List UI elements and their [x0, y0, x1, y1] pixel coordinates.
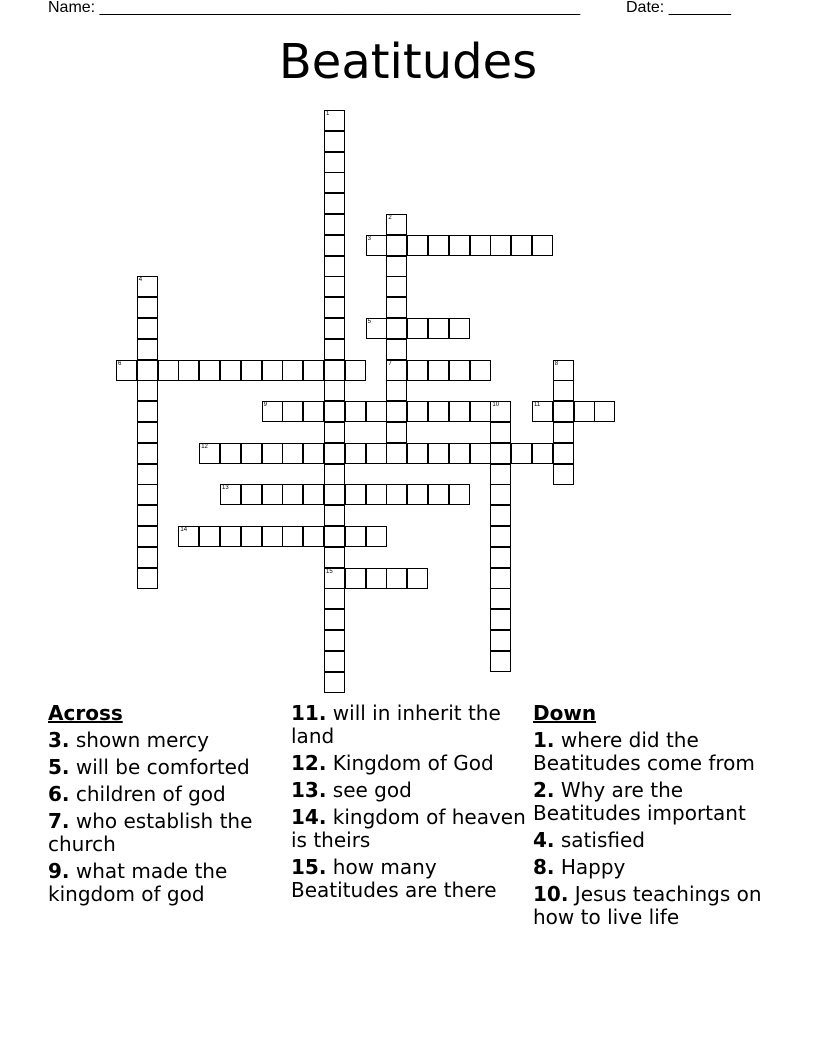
crossword-cell[interactable]: [324, 484, 345, 505]
crossword-cell[interactable]: [262, 526, 283, 547]
clue-across-11: [291, 702, 529, 748]
crossword-cell[interactable]: [386, 568, 407, 589]
crossword-cell[interactable]: [490, 547, 511, 568]
clue-number: 7.: [48, 809, 70, 833]
crossword-cell[interactable]: [303, 443, 324, 464]
crossword-cell[interactable]: [137, 526, 158, 547]
crossword-cell[interactable]: [137, 380, 158, 401]
crossword-cell[interactable]: [324, 609, 345, 630]
crossword-cell[interactable]: [158, 360, 179, 381]
crossword-cell[interactable]: [490, 401, 511, 422]
clue-text: Kingdom of God: [332, 751, 494, 775]
crossword-cell[interactable]: [324, 297, 345, 318]
clue-across-6: [48, 783, 288, 806]
crossword-cell[interactable]: [449, 360, 470, 381]
clue-across-15: [291, 856, 529, 902]
clue-number: 6.: [48, 782, 70, 806]
crossword-cell[interactable]: [345, 443, 366, 464]
clue-number: 2.: [533, 778, 555, 802]
crossword-cell[interactable]: [137, 443, 158, 464]
crossword-cell[interactable]: [407, 568, 428, 589]
crossword-cell[interactable]: [386, 360, 407, 381]
crossword-cell[interactable]: [220, 360, 241, 381]
clue-across-9: [48, 860, 288, 906]
clue-text: who establish the church: [48, 809, 253, 856]
crossword-cell[interactable]: [490, 609, 511, 630]
clue-number: 9.: [48, 859, 70, 883]
crossword-cell[interactable]: [366, 443, 387, 464]
crossword-cell[interactable]: [241, 484, 262, 505]
crossword-cell[interactable]: [366, 318, 387, 339]
cell-number: 9: [263, 402, 267, 409]
cell-number: 5: [367, 319, 371, 325]
crossword-cell[interactable]: [428, 360, 449, 381]
crossword-cell[interactable]: [137, 297, 158, 318]
crossword-cell[interactable]: [137, 464, 158, 485]
clue-across-12: [291, 752, 529, 775]
crossword-cell[interactable]: [282, 360, 303, 381]
crossword-cell[interactable]: [532, 401, 553, 422]
crossword-cell[interactable]: [428, 318, 449, 339]
crossword-cell[interactable]: [303, 360, 324, 381]
crossword-cell[interactable]: [324, 276, 345, 297]
cell-number: 11: [534, 402, 541, 409]
crossword-cell[interactable]: [345, 484, 366, 505]
clue-down-10: [533, 883, 773, 929]
across-column: [48, 702, 288, 910]
crossword-cell[interactable]: [282, 443, 303, 464]
crossword-cell[interactable]: [241, 526, 262, 547]
crossword-cell[interactable]: [407, 360, 428, 381]
crossword-cell[interactable]: [324, 110, 345, 131]
crossword-cell[interactable]: [386, 318, 407, 339]
down-heading: Down: [533, 701, 597, 725]
crossword-cell[interactable]: [220, 526, 241, 547]
crossword-cell[interactable]: [303, 401, 324, 422]
crossword-cell[interactable]: [241, 360, 262, 381]
crossword-cell[interactable]: [532, 443, 553, 464]
clue-down-8: [533, 856, 773, 879]
crossword-cell[interactable]: [324, 360, 345, 381]
crossword-cell[interactable]: [428, 484, 449, 505]
clue-down-4: [533, 829, 773, 852]
name-field-label: Name: ______________________________________________________: [48, 0, 581, 16]
cell-number: 14: [180, 527, 188, 533]
crossword-cell[interactable]: [324, 464, 345, 485]
crossword-cell[interactable]: [303, 526, 324, 547]
crossword-cell[interactable]: [553, 360, 574, 381]
cell-number: 6: [118, 360, 122, 367]
crossword-cell[interactable]: [386, 214, 407, 235]
crossword-cell[interactable]: [490, 526, 511, 547]
clue-text: what made the kingdom of god: [48, 859, 228, 906]
crossword-cell[interactable]: [137, 568, 158, 589]
cell-number: 4: [138, 277, 143, 284]
crossword-cell[interactable]: [594, 401, 615, 422]
cell-number: 1: [326, 111, 330, 117]
crossword-cell[interactable]: [324, 568, 345, 589]
clue-down-2: [533, 779, 773, 825]
crossword-cell[interactable]: [470, 360, 491, 381]
crossword-cell[interactable]: [324, 339, 345, 360]
clue-number: 12.: [291, 751, 327, 775]
crossword-cell[interactable]: [324, 235, 345, 256]
clue-text: where did the Beatitudes come from: [533, 728, 755, 775]
crossword-cell[interactable]: [137, 360, 158, 381]
crossword-cell[interactable]: [220, 484, 241, 505]
crossword-cell[interactable]: [282, 401, 303, 422]
clue-text: how many Beatitudes are there: [291, 855, 497, 902]
clue-text: Happy: [560, 855, 626, 879]
clue-across-7: [48, 810, 288, 856]
clue-number: 14.: [291, 805, 327, 829]
clue-across-14: [291, 806, 529, 852]
clue-across-13: [291, 779, 529, 802]
clue-text: Why are the Beatitudes important: [533, 778, 746, 825]
crossword-cell[interactable]: [386, 380, 407, 401]
crossword-cell[interactable]: [532, 235, 553, 256]
clue-across-3: [48, 729, 288, 752]
crossword-cell[interactable]: [262, 401, 283, 422]
crossword-cell[interactable]: [490, 651, 511, 672]
crossword-cell[interactable]: [449, 401, 470, 422]
clue-number: 3.: [48, 728, 70, 752]
cell-number: 10: [492, 402, 500, 409]
crossword-cell[interactable]: [282, 484, 303, 505]
crossword-cell[interactable]: [241, 443, 262, 464]
crossword-cell[interactable]: [345, 526, 366, 547]
crossword-cell[interactable]: [324, 401, 345, 422]
crossword-cell[interactable]: [407, 318, 428, 339]
crossword-cell[interactable]: [116, 360, 137, 381]
crossword-cell[interactable]: [490, 464, 511, 485]
clue-text: see god: [332, 778, 412, 802]
cell-number: 12: [201, 443, 208, 450]
crossword-cell[interactable]: [324, 443, 345, 464]
crossword-cell[interactable]: [324, 193, 345, 214]
crossword-cell[interactable]: [324, 547, 345, 568]
crossword-cell[interactable]: [366, 526, 387, 547]
crossword-cell[interactable]: [449, 318, 470, 339]
clue-text: Jesus teachings on how to live life: [533, 882, 762, 929]
cell-number: 15: [326, 568, 333, 575]
crossword-cell[interactable]: [386, 276, 407, 297]
crossword-cell[interactable]: [137, 547, 158, 568]
crossword-cell[interactable]: [511, 443, 532, 464]
crossword-cell[interactable]: [282, 526, 303, 547]
crossword-cell[interactable]: [470, 235, 491, 256]
crossword-cell[interactable]: [553, 380, 574, 401]
clue-text: kingdom of heaven is theirs: [291, 805, 526, 852]
crossword-cell[interactable]: [386, 422, 407, 443]
crossword-cell[interactable]: [407, 235, 428, 256]
clue-number: 15.: [291, 855, 327, 879]
clue-number: 5.: [48, 755, 70, 779]
clue-text: children of god: [75, 782, 226, 806]
clue-number: 4.: [533, 828, 555, 852]
crossword-cell[interactable]: [199, 526, 220, 547]
crossword-cell[interactable]: [490, 588, 511, 609]
crossword-cell[interactable]: [470, 443, 491, 464]
date-field-label: Date: _______: [626, 0, 731, 16]
crossword-cell[interactable]: [324, 505, 345, 526]
crossword-cell[interactable]: [345, 360, 366, 381]
across-column-continued: [291, 702, 529, 906]
crossword-cell[interactable]: [137, 505, 158, 526]
cell-number: 13: [222, 485, 229, 492]
crossword-cell[interactable]: [386, 235, 407, 256]
crossword-cell[interactable]: [386, 443, 407, 464]
clue-number: 1.: [533, 728, 555, 752]
cell-number: 2: [388, 215, 392, 221]
crossword-cell[interactable]: [490, 443, 511, 464]
crossword-cell[interactable]: [199, 360, 220, 381]
crossword-cell[interactable]: [137, 318, 158, 339]
crossword-cell[interactable]: [407, 443, 428, 464]
crossword-cell[interactable]: [553, 464, 574, 485]
crossword-cell[interactable]: [262, 443, 283, 464]
crossword-cell[interactable]: [490, 568, 511, 589]
crossword-cell[interactable]: [553, 401, 574, 422]
clue-down-1: [533, 729, 773, 775]
crossword-cell[interactable]: [324, 526, 345, 547]
crossword-cell[interactable]: [449, 235, 470, 256]
crossword-cell[interactable]: [490, 484, 511, 505]
crossword-cell[interactable]: [262, 484, 283, 505]
crossword-cell[interactable]: [303, 484, 324, 505]
crossword-cell[interactable]: [366, 484, 387, 505]
crossword-cell[interactable]: [178, 526, 199, 547]
crossword-cell[interactable]: [449, 484, 470, 505]
crossword-cell[interactable]: [324, 214, 345, 235]
crossword-cell[interactable]: [324, 318, 345, 339]
crossword-cell[interactable]: [386, 297, 407, 318]
crossword-cell[interactable]: [137, 401, 158, 422]
crossword-cell[interactable]: [490, 505, 511, 526]
crossword-cell[interactable]: [324, 422, 345, 443]
crossword-cell[interactable]: [511, 235, 532, 256]
crossword-cell[interactable]: [345, 401, 366, 422]
crossword-cell[interactable]: [324, 172, 345, 193]
crossword-cell[interactable]: [137, 422, 158, 443]
crossword-cell[interactable]: [366, 235, 387, 256]
crossword-cell[interactable]: [262, 360, 283, 381]
clue-text: shown mercy: [75, 728, 209, 752]
clue-number: 8.: [533, 855, 555, 879]
crossword-cell[interactable]: [386, 256, 407, 277]
crossword-cell[interactable]: [137, 484, 158, 505]
crossword-cell[interactable]: [324, 256, 345, 277]
puzzle-title: Beatitudes: [278, 34, 538, 90]
crossword-cell[interactable]: [490, 422, 511, 443]
crossword-cell[interactable]: [199, 443, 220, 464]
clue-text: will in inherit the land: [291, 701, 501, 748]
clue-number: 11.: [291, 701, 327, 725]
crossword-cell[interactable]: [324, 630, 345, 651]
crossword-cell[interactable]: [574, 401, 595, 422]
crossword-cell[interactable]: [324, 131, 345, 152]
crossword-cell[interactable]: [324, 588, 345, 609]
crossword-cell[interactable]: [220, 443, 241, 464]
crossword-cell[interactable]: [137, 339, 158, 360]
clue-number: 13.: [291, 778, 327, 802]
cell-number: 7: [388, 360, 392, 367]
crossword-cell[interactable]: [386, 401, 407, 422]
crossword-cell[interactable]: [407, 484, 428, 505]
crossword-cell[interactable]: [324, 152, 345, 173]
cell-number: 3: [367, 235, 371, 242]
crossword-cell[interactable]: [324, 672, 345, 693]
crossword-cell[interactable]: [428, 235, 449, 256]
crossword-cell[interactable]: [178, 360, 199, 381]
crossword-cell[interactable]: [324, 651, 345, 672]
crossword-cell[interactable]: [366, 568, 387, 589]
clue-text: satisfied: [560, 828, 645, 852]
crossword-cell[interactable]: [428, 443, 449, 464]
crossword-cell[interactable]: [490, 630, 511, 651]
crossword-cell[interactable]: [490, 235, 511, 256]
crossword-cell[interactable]: [345, 568, 366, 589]
crossword-cell[interactable]: [449, 443, 470, 464]
crossword-cell[interactable]: [137, 276, 158, 297]
crossword-cell[interactable]: [407, 401, 428, 422]
across-heading: Across: [48, 701, 123, 725]
clue-across-5: [48, 756, 288, 779]
crossword-cell[interactable]: [386, 339, 407, 360]
cell-number: 8: [554, 360, 559, 367]
crossword-cell[interactable]: [366, 401, 387, 422]
clue-text: will be comforted: [75, 755, 250, 779]
crossword-cell[interactable]: [386, 484, 407, 505]
clue-number: 10.: [533, 882, 569, 906]
crossword-cell[interactable]: [428, 401, 449, 422]
crossword-cell[interactable]: [324, 380, 345, 401]
down-column: [533, 702, 773, 933]
crossword-cell[interactable]: [553, 422, 574, 443]
crossword-cell[interactable]: [470, 401, 491, 422]
crossword-cell[interactable]: [553, 443, 574, 464]
